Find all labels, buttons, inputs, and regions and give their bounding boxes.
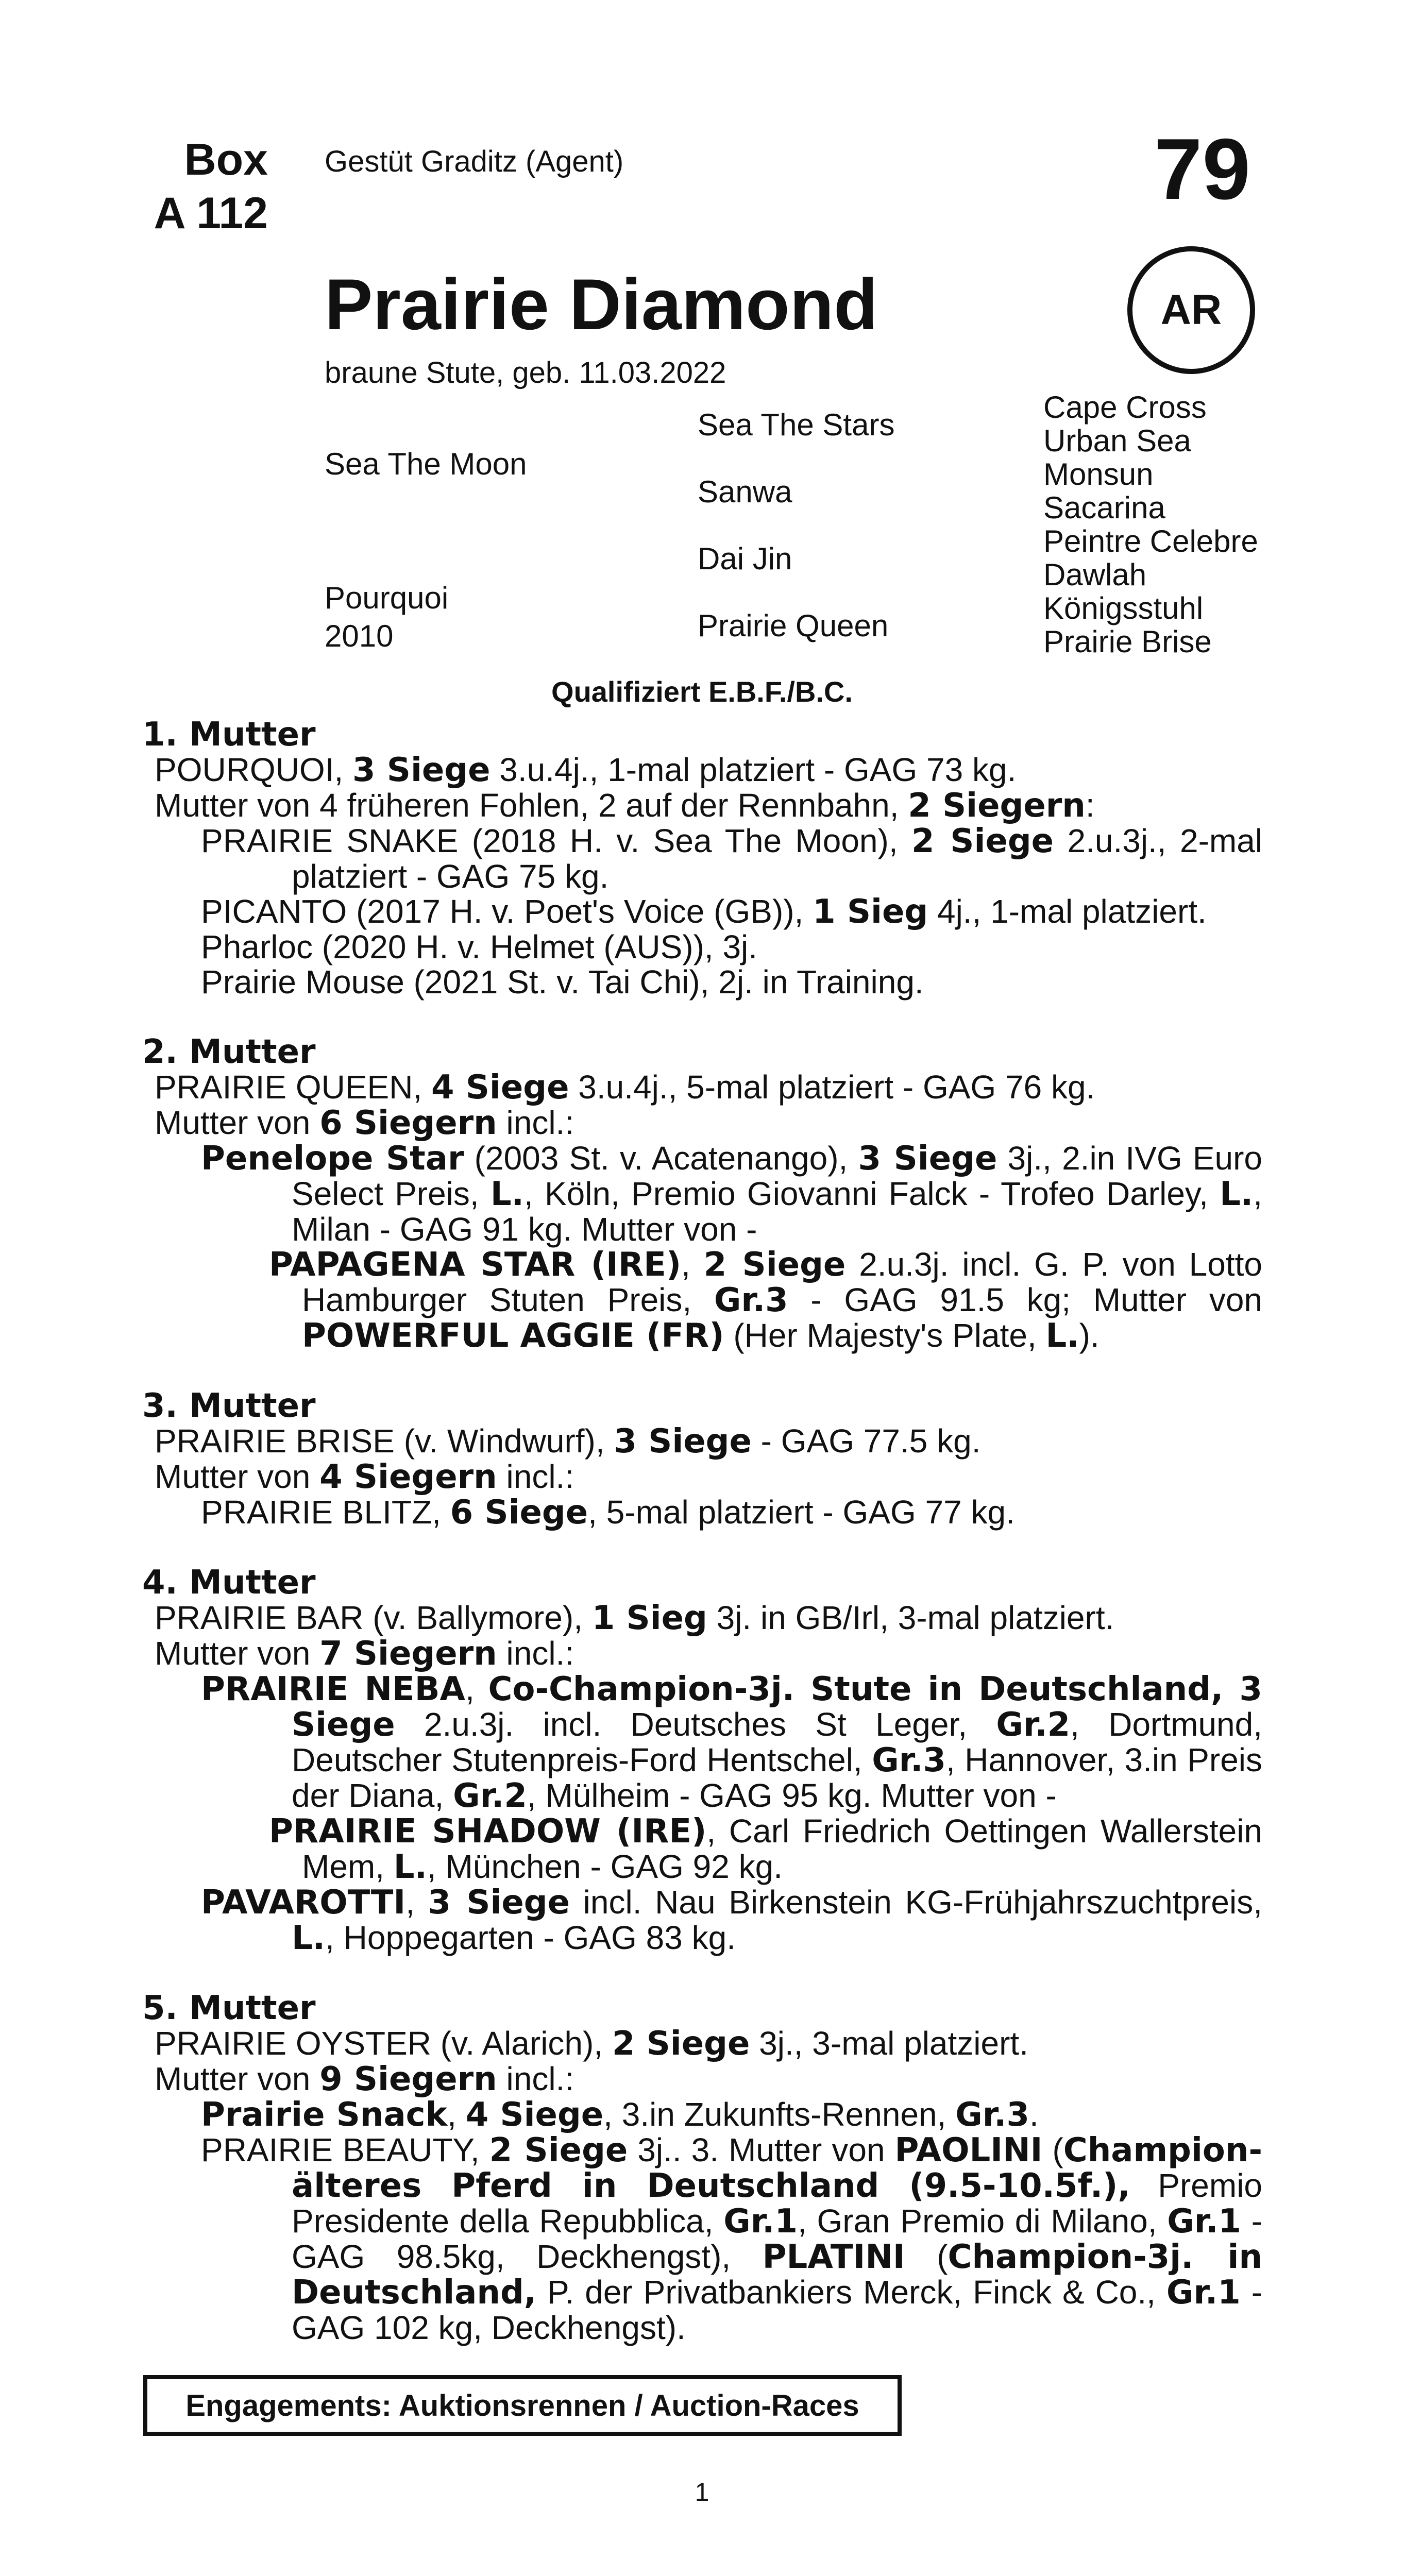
pedigree-sire-sire: Sea The Stars bbox=[698, 408, 895, 442]
grand-offspring-entry: PRAIRIE SHADOW (IRE), Carl Friedrich Oettingen Wallerstein Mem, L., München - GAG 92 kg. bbox=[269, 1812, 1263, 1886]
pedigree-dam-dam: Prairie Queen bbox=[698, 608, 889, 643]
offspring-entry: PICANTO (2017 H. v. Poet's Voice (GB)), 1 Sieg 4j., 1-mal platziert. bbox=[201, 893, 1207, 931]
section-title-m4: 4. Mutter bbox=[142, 1564, 316, 1602]
dam-line: PRAIRIE BRISE (v. Windwurf), 3 Siege - GAG 77.5 kg. bbox=[155, 1422, 981, 1461]
offspring-entry: PRAIRIE BEAUTY, 2 Siege 3j.. 3. Mutter von PAOLINI (Champion-älteres Pferd in Deutschland (9.5-10.5f.), Premio Presidente della Repubblica, Gr.1, Gran Premio di Milano, Gr.1 - GAG 98.5kg, Deckhengst), PLATINI (Champion-3j. in Deutschland, P. der Privatbankiers Merck, Finck & Co., Gr.1 - GAG 102 kg, Deckhengst). bbox=[201, 2131, 1263, 2346]
produce-line: Mutter von 4 Siegern incl.: bbox=[155, 1458, 574, 1496]
qualification-note: Qualifiziert E.B.F./B.C. bbox=[551, 675, 853, 708]
pedigree-sire: Sea The Moon bbox=[325, 447, 527, 481]
pedigree-sire-dam: Sanwa bbox=[698, 474, 792, 509]
section-title-m2: 2. Mutter bbox=[142, 1033, 316, 1071]
offspring-entry: PRAIRIE NEBA, Co-Champion-3j. Stute in Deutschland, 3 Siege 2.u.3j. incl. Deutsches St Leger, Gr.2, Dortmund, Deutscher Stutenpreis-Ford Hentschel, Gr.3, Hannover, 3.in Preis der Diana, Gr.2, Mülheim - GAG 95 kg. Mutter von - bbox=[201, 1670, 1263, 1815]
dam-line: POURQUOI, 3 Siege 3.u.4j., 1-mal platziert - GAG 73 kg. bbox=[155, 751, 1017, 789]
produce-line: Mutter von 4 früheren Fohlen, 2 auf der Rennbahn, 2 Siegern: bbox=[155, 787, 1095, 825]
pedigree-gen3-name: Dawlah bbox=[1043, 557, 1147, 592]
pedigree-third-generation bbox=[1043, 391, 1258, 658]
dam-line: PRAIRIE BAR (v. Ballymore), 1 Sieg 3j. in GB/Irl, 3-mal platziert. bbox=[155, 1599, 1114, 1637]
produce-line: Mutter von 7 Siegern incl.: bbox=[155, 1635, 574, 1673]
produce-line: Mutter von 9 Siegern incl.: bbox=[155, 2060, 574, 2098]
section-title-m5: 5. Mutter bbox=[142, 1989, 316, 2027]
family-content bbox=[142, 717, 1262, 2345]
pedigree-gen3-name: Monsun bbox=[1043, 457, 1154, 492]
pedigree-gen3-name: Sacarina bbox=[1043, 490, 1165, 525]
pedigree-dam-year: 2010 bbox=[325, 619, 394, 653]
box-number: A 112 bbox=[154, 189, 268, 238]
ar-badge bbox=[1127, 246, 1255, 374]
horse-name: Prairie Diamond bbox=[325, 264, 878, 345]
pedigree-gen3-name: Prairie Brise bbox=[1043, 624, 1212, 659]
grand-offspring-entry: PAPAGENA STAR (IRE), 2 Siege 2.u.3j. incl. G. P. von Lotto Hamburger Stuten Preis, Gr.3 - GAG 91.5 kg; Mutter von POWERFUL AGGIE (FR) (Her Majesty's Plate, L.). bbox=[269, 1246, 1263, 1355]
engagements-label: Engagements: Auktionsrennen / Auction-Races bbox=[185, 2388, 859, 2422]
offspring-entry: Prairie Mouse (2021 St. v. Tai Chi), 2j. in Training. bbox=[201, 963, 924, 1001]
offspring-entry: Prairie Snack, 4 Siege, 3.in Zukunfts-Rennen, Gr.3. bbox=[201, 2096, 1039, 2134]
offspring-entry: PRAIRIE BLITZ, 6 Siege, 5-mal platziert - GAG 77 kg. bbox=[201, 1494, 1015, 1532]
box-label-block bbox=[124, 133, 268, 240]
pedigree-gen3-name: Peintre Celebre bbox=[1043, 524, 1258, 558]
section-title-m1: 1. Mutter bbox=[142, 716, 316, 754]
pedigree-gen3-name: Königsstuhl bbox=[1043, 591, 1204, 625]
dam-line: PRAIRIE QUEEN, 4 Siege 3.u.4j., 5-mal platziert - GAG 76 kg. bbox=[155, 1069, 1095, 1107]
offspring-entry: Penelope Star (2003 St. v. Acatenango), 3 Siege 3j., 2.in IVG Euro Select Preis, L., Köln, Premio Giovanni Falck - Trofeo Darley, L., Milan - GAG 91 kg. Mutter von - bbox=[201, 1140, 1263, 1248]
offspring-entry: Pharloc (2020 H. v. Helmet (AUS)), 3j. bbox=[201, 928, 758, 965]
produce-line: Mutter von 6 Siegern incl.: bbox=[155, 1104, 574, 1142]
lot-number: 79 bbox=[1154, 121, 1250, 217]
seller-name: Gestüt Graditz (Agent) bbox=[325, 145, 624, 178]
offspring-entry: PRAIRIE SNAKE (2018 H. v. Sea The Moon), 2 Siege 2.u.3j., 2-mal platziert - GAG 75 kg. bbox=[201, 822, 1263, 895]
pedigree-gen3-name: Cape Cross bbox=[1043, 390, 1207, 425]
pedigree-dam: Pourquoi bbox=[325, 581, 449, 615]
pedigree-gen3-name: Urban Sea bbox=[1043, 423, 1191, 458]
offspring-entry: PAVAROTTI, 3 Siege incl. Nau Birkenstein KG-Frühjahrszuchtpreis, L., Hoppegarten - GAG 83 kg. bbox=[201, 1884, 1262, 1957]
page-number: 1 bbox=[695, 2478, 709, 2506]
engagements-box bbox=[143, 2375, 902, 2436]
section-title-m3: 3. Mutter bbox=[142, 1387, 316, 1425]
dam-line: PRAIRIE OYSTER (v. Alarich), 2 Siege 3j., 3-mal platziert. bbox=[155, 2025, 1028, 2063]
horse-description: braune Stute, geb. 11.03.2022 bbox=[325, 356, 726, 389]
pedigree-dam-sire: Dai Jin bbox=[698, 541, 792, 576]
box-label: Box bbox=[184, 135, 268, 184]
ar-badge-label: AR bbox=[1160, 286, 1222, 333]
